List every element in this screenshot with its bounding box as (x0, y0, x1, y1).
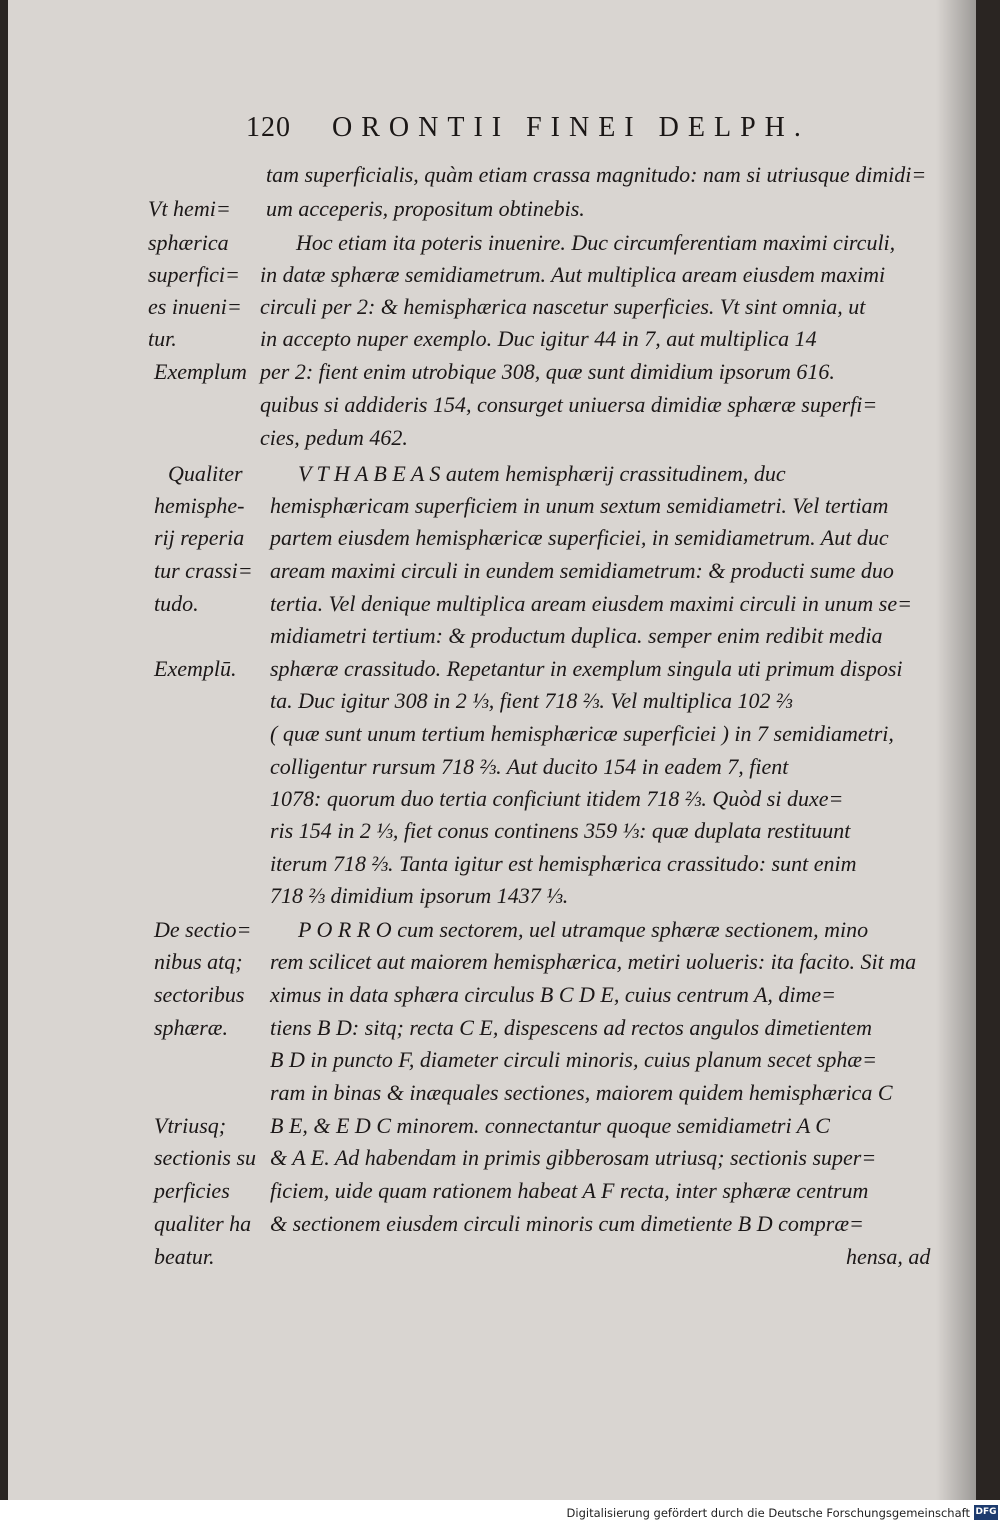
text-line: colligentur rursum 718 ⅔. Aut ducito 154 in eadem 7, fient (270, 754, 789, 779)
margin-note: Vtriusq; (154, 1113, 227, 1138)
text-line: partem eiusdem hemisphæricæ superficiei, in semidiametrum. Aut duc (270, 525, 889, 550)
text-line: aream maximi circuli in eundem semidiametrum: & producti sume duo (270, 558, 894, 583)
text-line: iterum 718 ⅔. Tanta igitur est hemisphærica crassitudo: sunt enim (270, 851, 857, 876)
digitization-footer (0, 1500, 1000, 1527)
text-line: & sectionem eiusdem circuli minoris cum dimetiente B D compræ= (270, 1211, 864, 1236)
text-line: um acceperis, propositum obtinebis. (266, 196, 585, 221)
book-page (8, 0, 976, 1500)
margin-note: sectionis su (154, 1145, 257, 1170)
text-line: ta. Duc igitur 308 in 2 ⅓, fient 718 ⅔. Vel multiplica 102 ⅔ (270, 688, 793, 713)
text-line: in accepto nuper exemplo. Duc igitur 44 in 7, aut multiplica 14 (260, 326, 817, 351)
margin-note: qualiter ha (154, 1211, 252, 1236)
text-line: hensa, ad (846, 1244, 931, 1269)
text-line: sphæræ crassitudo. Repetantur in exemplum singula uti primum disposi (270, 656, 903, 681)
text-line: per 2: fient enim utrobique 308, quæ sunt dimidium ipsorum 616. (260, 359, 835, 384)
margin-note: hemisphe- (154, 493, 245, 518)
text-line: hemisphæricam superficiem in unum sextum semidiametri. Vel tertiam (270, 493, 889, 518)
margin-note: nibus atq; (154, 949, 243, 974)
text-line: ( quæ sunt unum tertium hemisphæricæ superficiei ) in 7 semidiametri, (270, 721, 894, 746)
text-line: in datæ sphæræ semidiametrum. Aut multiplica aream eiusdem maximi (260, 262, 886, 287)
margin-note: beatur. (154, 1244, 215, 1269)
text-line: B D in puncto F, diameter circuli minoris, cuius planum secet sphæ= (270, 1047, 877, 1072)
funding-credit: Digitalisierung gefördert durch die Deutsche Forschungsgemeinschaft (566, 1506, 970, 1520)
margin-note: tur crassi= (154, 558, 253, 583)
margin-note: Exemplum (154, 359, 247, 384)
text-line: V T H A B E A S autem hemisphærij crassitudinem, duc (298, 461, 786, 486)
text-line: tertia. Vel denique multiplica aream eiusdem maximi circuli in unum se= (270, 591, 912, 616)
margin-note: perficies (154, 1178, 230, 1203)
text-line: & A E. Ad habendam in primis gibberosam utriusq; sectionis super= (270, 1145, 877, 1170)
margin-note: es inueni= (148, 294, 242, 319)
margin-note: sectoribus (154, 982, 245, 1007)
margin-note: rij reperia (154, 525, 245, 550)
text-line: ris 154 in 2 ⅓, fiet conus continens 359 ⅓: quæ duplata restituunt (270, 818, 851, 843)
margin-note: superfici= (148, 262, 240, 287)
running-title: ORONTII FINEI DELPH. (332, 112, 810, 143)
margin-note: tudo. (154, 591, 199, 616)
dfg-logo: DFG (974, 1505, 998, 1520)
margin-note: Exemplū. (154, 656, 237, 681)
text-line: Hoc etiam ita poteris inuenire. Duc circumferentiam maximi circuli, (296, 230, 896, 255)
text-line: quibus si addideris 154, consurget uniuersa dimidiæ sphæræ superfi= (260, 392, 878, 417)
margin-note: Vt hemi= (148, 196, 231, 221)
text-line: midiametri tertium: & productum duplica. semper enim redibit media (270, 623, 883, 648)
text-line: rem scilicet aut maiorem hemisphærica, metiri uolueris: ita facito. Sit ma (270, 949, 917, 974)
text-line: ximus in data sphæra circulus B C D E, cuius centrum A, dime= (270, 982, 837, 1007)
text-line: 718 ⅔ dimidium ipsorum 1437 ⅓. (270, 883, 569, 908)
text-line: P O R R O cum sectorem, uel utramque sphæræ sectionem, mino (298, 917, 869, 942)
text-line: tam superficialis, quàm etiam crassa magnitudo: nam si utriusque dimidi= (266, 162, 927, 187)
text-line: cies, pedum 462. (260, 425, 408, 450)
text-line: circuli per 2: & hemisphærica nascetur superficies. Vt sint omnia, ut (260, 294, 866, 319)
margin-note: tur. (148, 326, 177, 351)
text-line: 1078: quorum duo tertia conficiunt itidem 718 ⅔. Quòd si duxe= (270, 786, 844, 811)
margin-note: sphæræ. (154, 1015, 228, 1040)
margin-note: Qualiter (168, 461, 243, 486)
margin-note: sphærica (148, 230, 229, 255)
page-header (246, 112, 946, 148)
text-line: ficiem, uide quam rationem habeat A F recta, inter sphæræ centrum (270, 1178, 869, 1203)
page-number: 120 (246, 112, 291, 143)
margin-note: De sectio= (154, 917, 252, 942)
text-line: B E, & E D C minorem. connectantur quoque semidiametri A C (270, 1113, 830, 1138)
text-line: ram in binas & inæquales sectiones, maiorem quidem hemisphærica C (270, 1080, 893, 1105)
text-line: tiens B D: sitq; recta C E, dispescens ad rectos angulos dimetientem (270, 1015, 873, 1040)
